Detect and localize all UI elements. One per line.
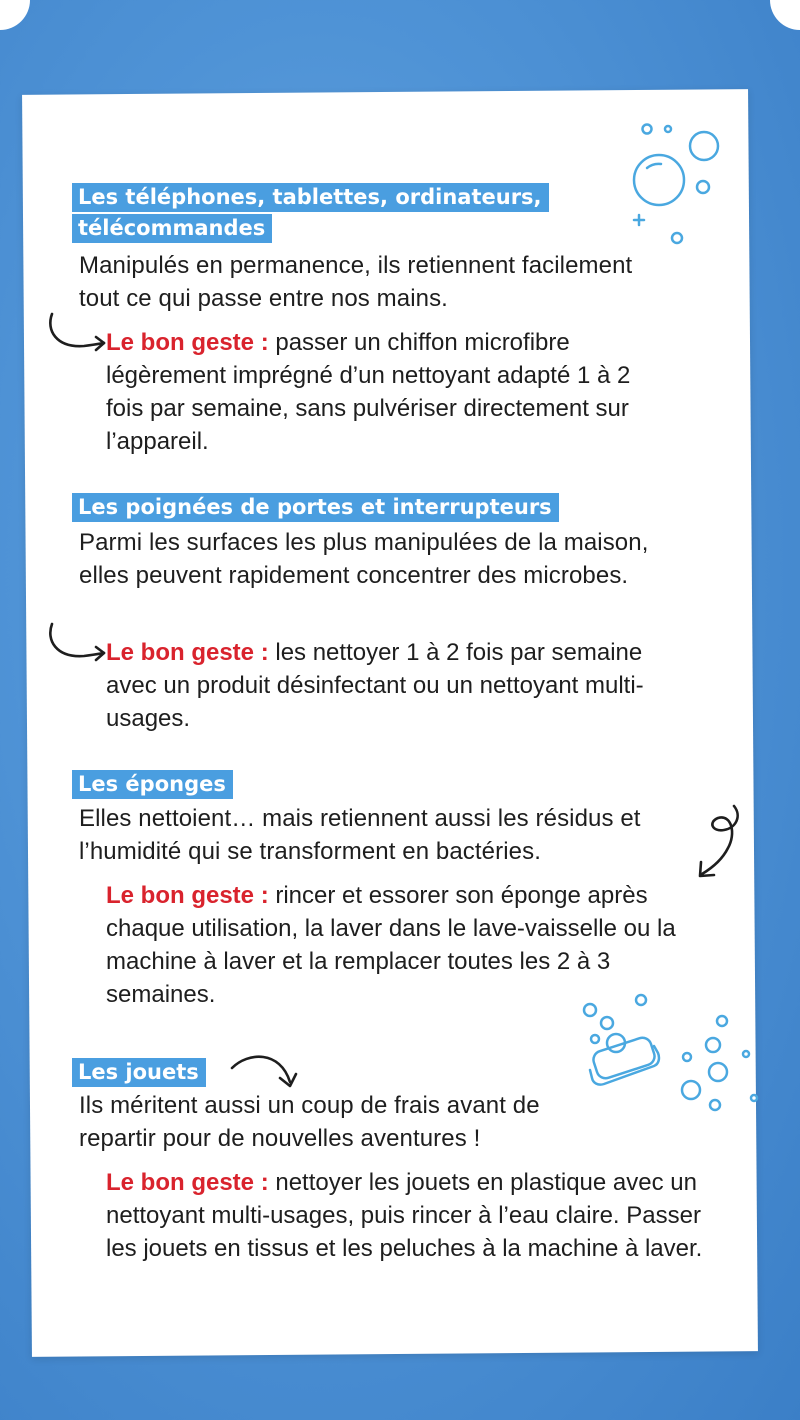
- tip-text: passer un chiffon microfibre légèrement imprégné d’un nettoyant adapté 1 à 2 fois par semaine, sans pulvériser directement sur l’appareil.: [106, 329, 631, 455]
- section-text: Elles nettoient… mais retiennent aussi les résidus et l’humidité qui se transforment en bactéries.: [79, 805, 641, 865]
- corner-decoration: [0, 0, 30, 30]
- curved-arrow-icon: [44, 620, 110, 668]
- tip: [106, 1166, 706, 1265]
- section-text: Parmi les surfaces les plus manipulées de la maison, elles peuvent rapidement concentrer des microbes.: [79, 529, 649, 589]
- tip-label: Le bon geste :: [106, 329, 269, 356]
- tip-text: rincer et essorer son éponge après chaque utilisation, la laver dans le lave-vaisselle ou la machine à laver et la remplacer toutes les 2 à 3 semaines.: [106, 882, 676, 1008]
- loop-arrow-icon: [690, 800, 750, 884]
- section-heading: Les poignées de portes et interrupteurs: [72, 492, 632, 523]
- tip-label: Le bon geste :: [106, 639, 269, 666]
- section-text: Ils méritent aussi un coup de frais avant de repartir pour de nouvelles aventures !: [79, 1092, 540, 1152]
- tip-text: nettoyer les jouets en plastique avec un nettoyant multi-usages, puis rincer à l’eau claire. Passer les jouets en tissus et les peluches à la machine à laver.: [106, 1169, 703, 1262]
- tip: [106, 326, 666, 458]
- curved-arrow-icon: [44, 310, 110, 358]
- section-heading: Les téléphones, tablettes, ordinateurs, télécommandes: [72, 182, 612, 244]
- section-heading: Les éponges: [72, 769, 472, 800]
- curved-arrow-icon: [228, 1050, 300, 1092]
- section-heading: Les jouets: [72, 1057, 272, 1088]
- tip-label: Le bon geste :: [106, 882, 269, 909]
- tip: [106, 636, 686, 735]
- tip-text: les nettoyer 1 à 2 fois par semaine avec un produit désinfectant ou un nettoyant multi-usages.: [106, 639, 644, 732]
- tip-label: Le bon geste :: [106, 1169, 269, 1196]
- bubbles-icon: [620, 118, 730, 248]
- section-text: Manipulés en permanence, ils retiennent facilement tout ce qui passe entre nos mains.: [79, 252, 633, 312]
- corner-decoration: [770, 0, 800, 30]
